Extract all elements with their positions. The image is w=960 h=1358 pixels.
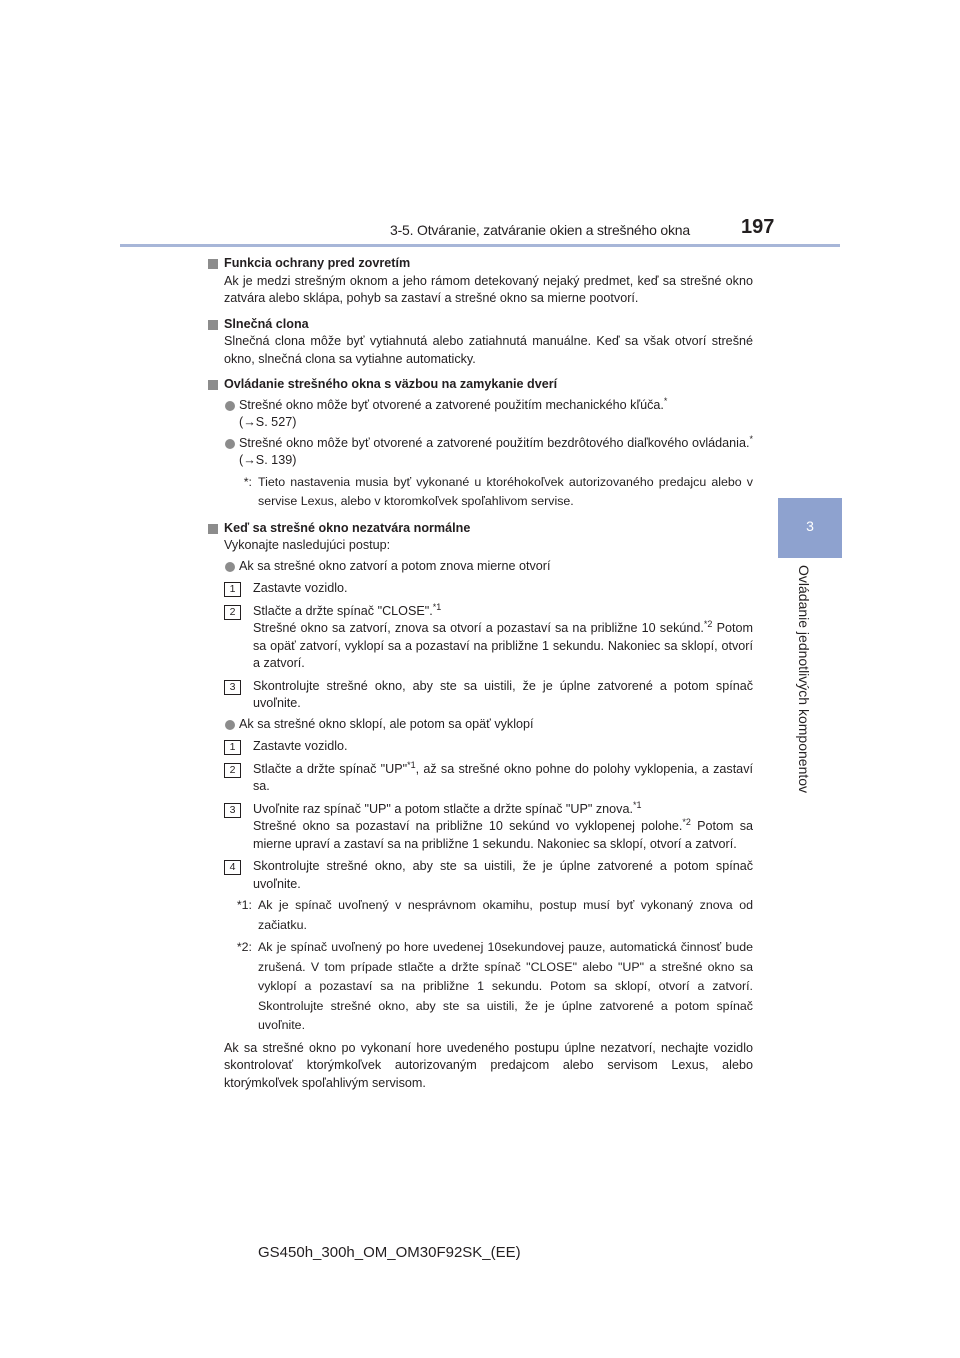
circle-bullet-icon bbox=[225, 562, 235, 572]
footnote: *1: Ak je spínač uvoľnený v nesprávnom okamihu, postup musí byť vykonaný znova od začiatku. bbox=[236, 898, 753, 932]
chapter-tab bbox=[778, 498, 842, 558]
list-item: Strešné okno môže byť otvorené a zatvorené použitím bezdrôtového diaľkového ovládania.* (→S. 139) bbox=[208, 435, 753, 470]
square-bullet-icon bbox=[208, 259, 218, 269]
section-heading: Ovládanie strešného okna s väzbou na zamykanie dverí bbox=[208, 376, 753, 394]
square-bullet-icon bbox=[208, 524, 218, 534]
square-bullet-icon bbox=[208, 380, 218, 390]
chapter-title: Ovládanie jednotlivých komponentov bbox=[796, 565, 812, 794]
step-item: 1 Zastavte vozidlo. bbox=[208, 738, 753, 756]
page-reference: (→S. 139) bbox=[239, 453, 297, 467]
square-bullet-icon bbox=[208, 320, 218, 330]
step-number: 1 bbox=[224, 582, 241, 597]
section-heading: Keď sa strešné okno nezatvára normálne bbox=[208, 520, 753, 538]
circle-bullet-icon bbox=[225, 720, 235, 730]
step-item: 2 Stlačte a držte spínač "CLOSE".$^{*1}$ Strešné okno sa zatvorí, znova sa otvorí a pozastaví sa na približne 10 sekúnd.$^{*2}$ Potom sa opäť zatvorí, vyklopí sa a pozastaví na približne 1 sekundu. Nakoniec sa sklopí, otvorí a zatvorí. bbox=[208, 603, 753, 673]
step-item: 1 Zastavte vozidlo. bbox=[208, 580, 753, 598]
list-item: Strešné okno môže byť otvorené a zatvorené použitím mechanického kľúča.* (→S. 527) bbox=[208, 397, 753, 432]
section-heading: Slnečná clona bbox=[208, 316, 753, 334]
section-title: 3-5. Otváranie, zatváranie okien a strešného okna bbox=[390, 222, 690, 238]
step-number: 3 bbox=[224, 680, 241, 695]
step-number: 3 bbox=[224, 803, 241, 818]
step-item: 3 Skontrolujte strešné okno, aby ste sa uistili, že je úplne zatvorené a potom spínač uvoľnite. bbox=[208, 678, 753, 713]
header-divider bbox=[120, 244, 840, 247]
circle-bullet-icon bbox=[225, 401, 235, 411]
list-item: Ak sa strešné okno sklopí, ale potom sa opäť vyklopí bbox=[208, 716, 753, 734]
paragraph: Ak je medzi strešným oknom a jeho rámom detekovaný nejaký predmet, keď sa strešné okno zatvára alebo sklápa, pohyb sa zastaví a strešné okno sa mierne pootvorí. bbox=[224, 273, 753, 305]
paragraph: Slnečná clona môže byť vytiahnutá alebo zatiahnutá manuálne. Keď sa však otvorí strešné okno, slnečná clona sa vytiahne automaticky. bbox=[224, 334, 753, 366]
footnote: *: Tieto nastavenia musia byť vykonané u ktoréhokoľvek autorizovaného predajcu alebo v servise Lexus, alebo v ktoromkoľvek spoľahlivom servise. bbox=[243, 474, 753, 508]
page-reference: (→S. 527) bbox=[239, 415, 297, 429]
footnote: *2: Ak je spínač uvoľnený po hore uvedenej 10sekundovej pauze, automatická činnosť bude zrušená. V tom prípade stlačte a držte spínač "CLOSE" alebo "UP" a strešné okno sa vyklopí a pozastaví sa na približne 1 sekundu. Potom sa sklopí, otvorí a zatvorí. Skontrolujte strešné okno, aby ste sa uistili, že je úplne zatvorené a potom spínač uvoľnite. bbox=[236, 940, 753, 1032]
step-item: 3 Uvoľnite raz spínač "UP" a potom stlačte a držte spínač "UP" znova.$^{*1}$ Strešné okno sa pozastaví na približne 10 sekúnd vo vyklopenej polohe.$^{*2}$ Potom sa mierne upraví a zastaví sa na približne 1 sekundu. Nakoniec sa sklopí, otvorí a zatvorí. bbox=[208, 801, 753, 854]
page-content bbox=[208, 255, 753, 1092]
step-item: 4 Skontrolujte strešné okno, aby ste sa uistili, že je úplne zatvorené a potom spínač uvoľnite. bbox=[208, 858, 753, 893]
step-item: 2 Stlačte a držte spínač "UP"$^{*1}$, až sa strešné okno pohne do polohy vyklopenia, a zastaví sa. bbox=[208, 761, 753, 796]
section-heading: Funkcia ochrany pred zovretím bbox=[208, 255, 753, 273]
closing-paragraph: Ak sa strešné okno po vykonaní hore uvedeného postupu úplne nezatvorí, nechajte vozidlo skontrolovať ktorýmkoľvek autorizovaným predajcom alebo servisom Lexus, alebo ktorýmkoľvek spoľahlivým servisom. bbox=[224, 1040, 753, 1090]
chapter-number: 3 bbox=[806, 518, 814, 534]
circle-bullet-icon bbox=[225, 439, 235, 449]
step-number: 1 bbox=[224, 740, 241, 755]
page-number: 197 bbox=[741, 216, 775, 238]
document-code: GS450h_300h_OM_OM30F92SK_(EE) bbox=[258, 1244, 521, 1261]
step-number: 2 bbox=[224, 605, 241, 620]
step-number: 4 bbox=[224, 860, 241, 875]
list-item: Ak sa strešné okno zatvorí a potom znova mierne otvorí bbox=[208, 558, 753, 576]
paragraph: Vykonajte nasledujúci postup: bbox=[224, 538, 391, 552]
step-number: 2 bbox=[224, 763, 241, 778]
